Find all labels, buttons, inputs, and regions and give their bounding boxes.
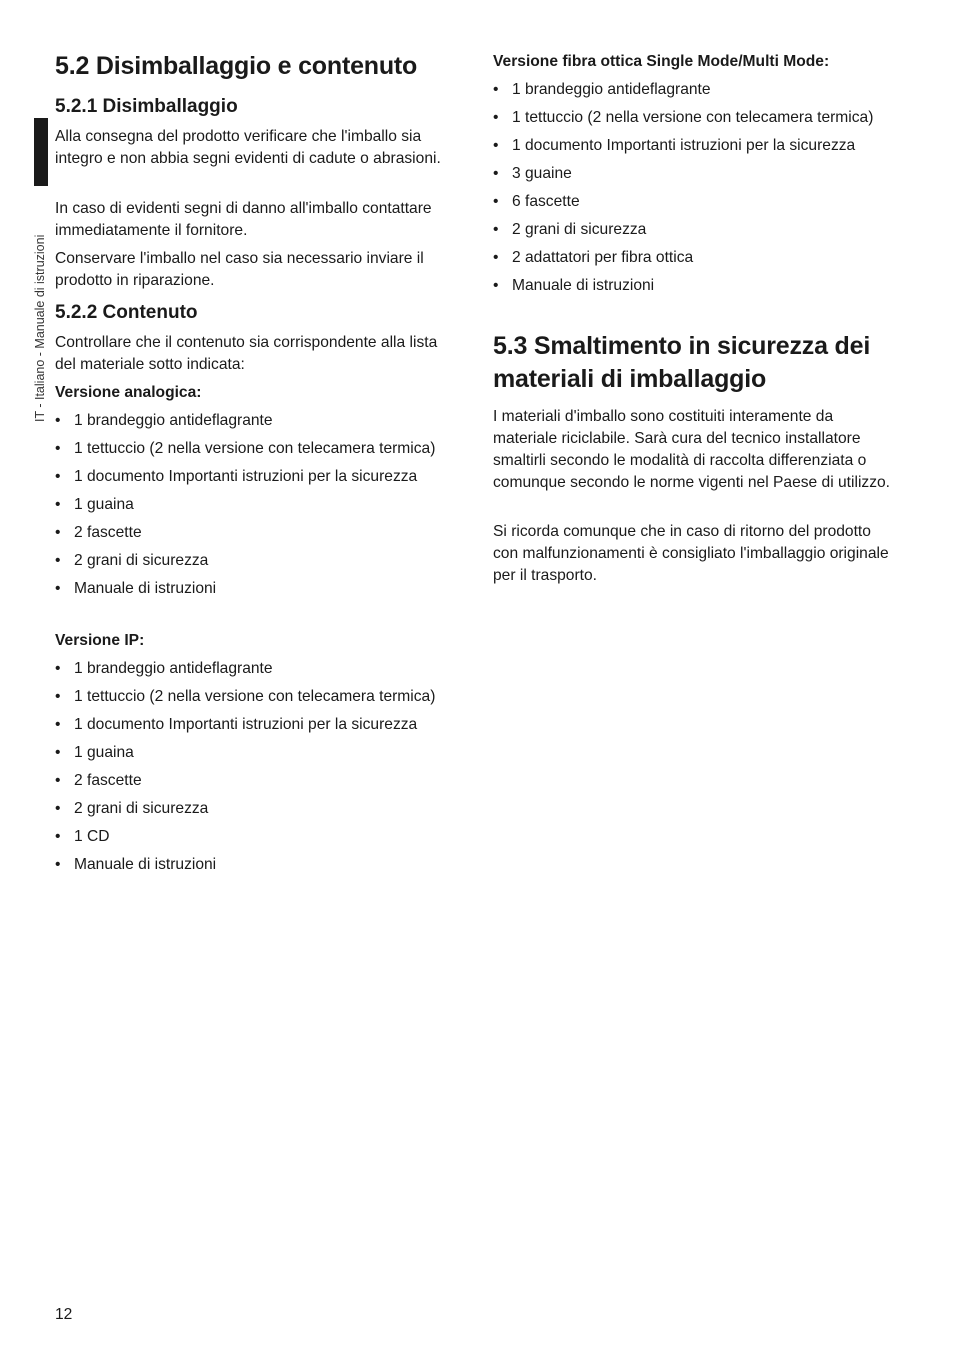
list-item: • 2 fascette [55,770,465,792]
paragraph-delivery-check: Alla consegna del prodotto verificare che l'imballo sia integro e non abbia segni evidenti di cadute o abrasioni. [55,128,441,167]
list-item: • 1 brandeggio antideflagrante [55,658,465,680]
list-item: • Manuale di istruzioni [55,854,465,876]
heading-5-2-2: 5.2.2 Contenuto [55,302,198,323]
list-item: • 1 brandeggio antideflagrante [493,79,903,101]
list-fiber-contents [493,79,903,297]
paragraph-damage-contact: In caso di evidenti segni di danno all'imballo contattare immediatamente il fornitore. [55,200,432,239]
list-item: • 1 guaina [55,494,465,516]
paragraph-keep-packaging: Conservare l'imballo nel caso sia necessario inviare il prodotto in riparazione. [55,250,424,289]
list-item: • 1 tettuccio (2 nella versione con telecamera termica) [55,686,465,708]
list-analog-contents [55,410,465,600]
list-item: • 2 grani di sicurezza [493,219,903,241]
list-item: • 1 tettuccio (2 nella versione con telecamera termica) [493,107,903,129]
list-item: • 1 documento Importanti istruzioni per la sicurezza [55,714,465,736]
list-item: • 2 fascette [55,522,465,544]
list-item: • 1 guaina [55,742,465,764]
list-item: • 1 tettuccio (2 nella versione con telecamera termica) [55,438,465,460]
list-item: • 2 grani di sicurezza [55,798,465,820]
heading-5-2-1: 5.2.1 Disimballaggio [55,96,238,117]
list-item: • 1 brandeggio antideflagrante [55,410,465,432]
list-item: • 2 adattatori per fibra ottica [493,247,903,269]
list-item: • Manuale di istruzioni [55,578,465,600]
paragraph-recyclable-materials: I materiali d'imballo sono costituiti interamente da materiale riciclabile. Sarà cura del tecnico installatore smaltirli secondo le modalità di raccolta differenziata o comunque secondo le norme vigenti nel Paese di utilizzo. [493,408,891,491]
list-item: • 3 guaine [493,163,903,185]
heading-5-2: 5.2 Disimballaggio e contenuto [55,52,418,80]
heading-5-3: 5.3 Smaltimento in sicurezza dei materiali di imballaggio [493,332,871,393]
side-tab-marker [34,118,48,186]
label-fiber-version: Versione fibra ottica Single Mode/Multi Mode: [493,53,830,70]
list-item: • 1 CD [55,826,465,848]
page-number: 12 [55,1306,73,1323]
list-item: • 2 grani di sicurezza [55,550,465,572]
paragraph-original-packaging: Si ricorda comunque che in caso di ritorno del prodotto con malfunzionamenti è consigliato l'imballaggio originale per il trasporto. [493,523,889,584]
side-running-label: IT - Italiano - Manuale di istruzioni [33,234,47,422]
list-item: • Manuale di istruzioni [493,275,903,297]
list-item: • 1 documento Importanti istruzioni per la sicurezza [55,466,465,488]
label-analog-version: Versione analogica: [55,384,202,401]
list-item: • 6 fascette [493,191,903,213]
paragraph-check-contents: Controllare che il contenuto sia corrispondente alla lista del materiale sotto indicata: [55,334,438,373]
label-ip-version: Versione IP: [55,632,145,649]
list-item: • 1 documento Importanti istruzioni per la sicurezza [493,135,903,157]
list-ip-contents [55,658,465,876]
